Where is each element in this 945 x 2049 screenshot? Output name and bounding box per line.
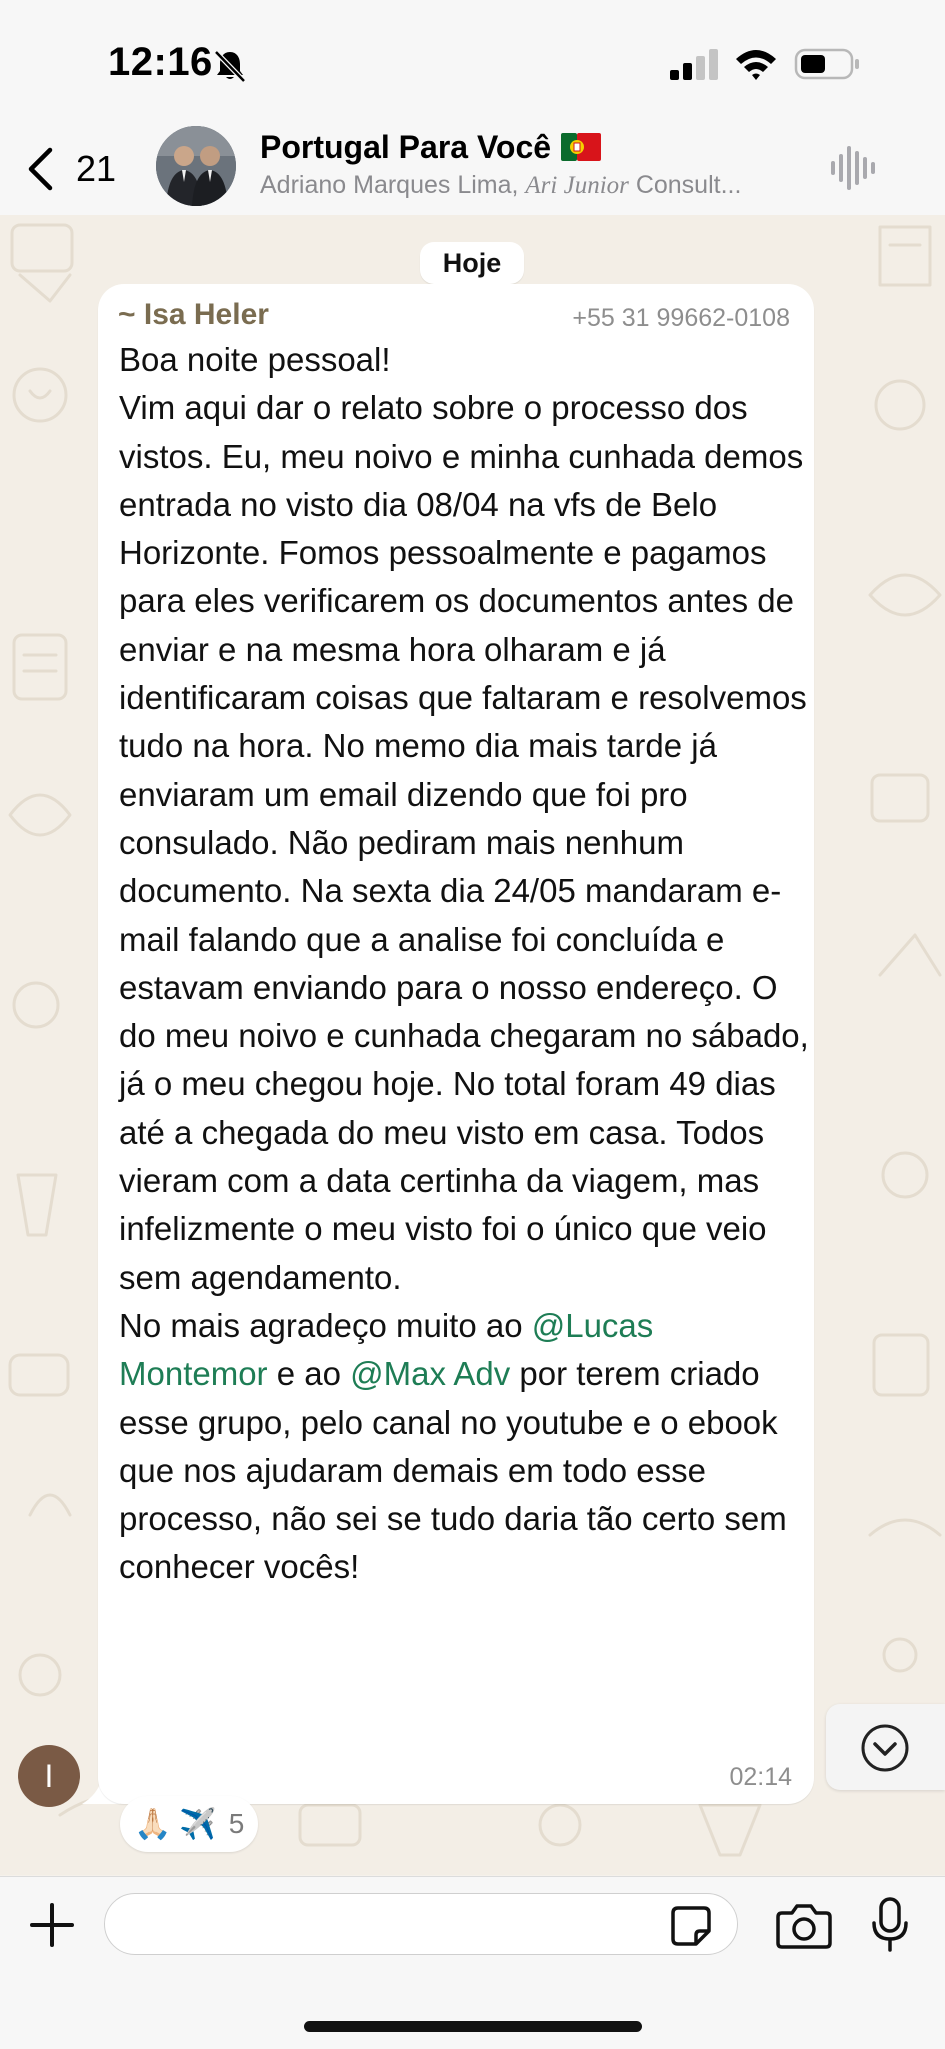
sender-phone[interactable]: +55 31 99662-0108 [572,304,790,332]
airplane-icon: ✈️ [179,1807,217,1841]
home-indicator [304,2021,642,2032]
group-members[interactable] [260,171,800,200]
chevron-left-icon [24,146,58,192]
microphone-icon[interactable] [870,1897,910,1953]
back-button[interactable] [24,139,134,199]
members-suffix: Consult... [628,171,742,199]
bell-slash-icon [212,48,248,84]
reactions-pill[interactable] [120,1796,258,1852]
wifi-icon [734,46,778,82]
group-avatar[interactable] [156,126,236,206]
message-input[interactable] [104,1893,738,1955]
mention-lucas-montemor[interactable]: @Lucas Montemor [119,1306,654,1393]
battery-icon [794,47,862,81]
praying-hands-icon: 🙏🏻 [134,1807,172,1841]
plus-icon[interactable] [28,1901,76,1949]
cellular-signal-icon [668,48,720,82]
sender-avatar[interactable]: I [18,1745,80,1807]
message-time: 02:14 [729,1763,792,1791]
message-text-segment: por terem criado esse grupo, pelo canal no youtube e o ebook que nos ajudaram demais em todo esse processo, não sei se tudo daria tão certo sem conhecer vocês! [119,1355,787,1586]
date-separator: Hoje [420,242,524,284]
camera-icon[interactable] [776,1903,832,1949]
scroll-to-bottom-button[interactable] [826,1704,945,1790]
sender-name[interactable]: ~ Isa Heler [118,298,269,331]
chevron-down-circle-icon [860,1723,910,1773]
message-text [119,336,809,1592]
voice-waveform-icon[interactable] [830,143,876,193]
group-title[interactable] [260,129,601,166]
reaction-count: 5 [228,1808,245,1839]
status-time: 12:16 [108,40,213,84]
mention-max-adv[interactable]: @Max Adv [350,1355,511,1393]
unread-count: 21 [76,148,117,189]
message-composer [0,1876,945,2049]
message-paragraph [119,1302,809,1592]
message-text-segment: e ao [267,1355,351,1393]
group-title-text: Portugal Para Você [260,129,552,165]
members-italic: Ari Junior [525,172,629,199]
message-text-segment: No mais agradeço muito ao [119,1306,532,1344]
message-paragraph: Vim aqui dar o relato sobre o processo dos vistos. Eu, meu noivo e minha cunhada demos entrada no visto dia 08/04 na vfs de Belo Horizonte. Fomos pessoalmente e pagamos para eles verificarem os documentos antes de enviar e na mesma hora olharam e já identificaram coisas que faltaram e resolvemos tudo na hora. No memo dia mais tarde já enviaram um email dizendo que foi pro consulado. Não pediram mais nenhum documento. Na sexta dia 24/05 mandaram e-mail falando que a analise foi concluída e estavam enviando para o nosso endereço. O do meu noivo e cunhada chegaram no sábado, já o meu chegou hoje. No total foram 49 dias até a chegada do meu visto em casa. Todos vieram com a data certinha da viagem, mas infelizmente o meu visto foi o único que veio sem agendamento. [119,389,809,1296]
sticker-icon[interactable] [670,1905,712,1947]
group-avatar-photo [156,126,236,206]
message-bubble[interactable] [98,284,814,1804]
portugal-flag-icon [561,133,601,161]
message-paragraph: Boa noite pessoal! [119,341,391,378]
members-prefix: Adriano Marques Lima, [260,171,526,199]
status-bar [0,0,945,125]
chat-header [0,125,945,216]
